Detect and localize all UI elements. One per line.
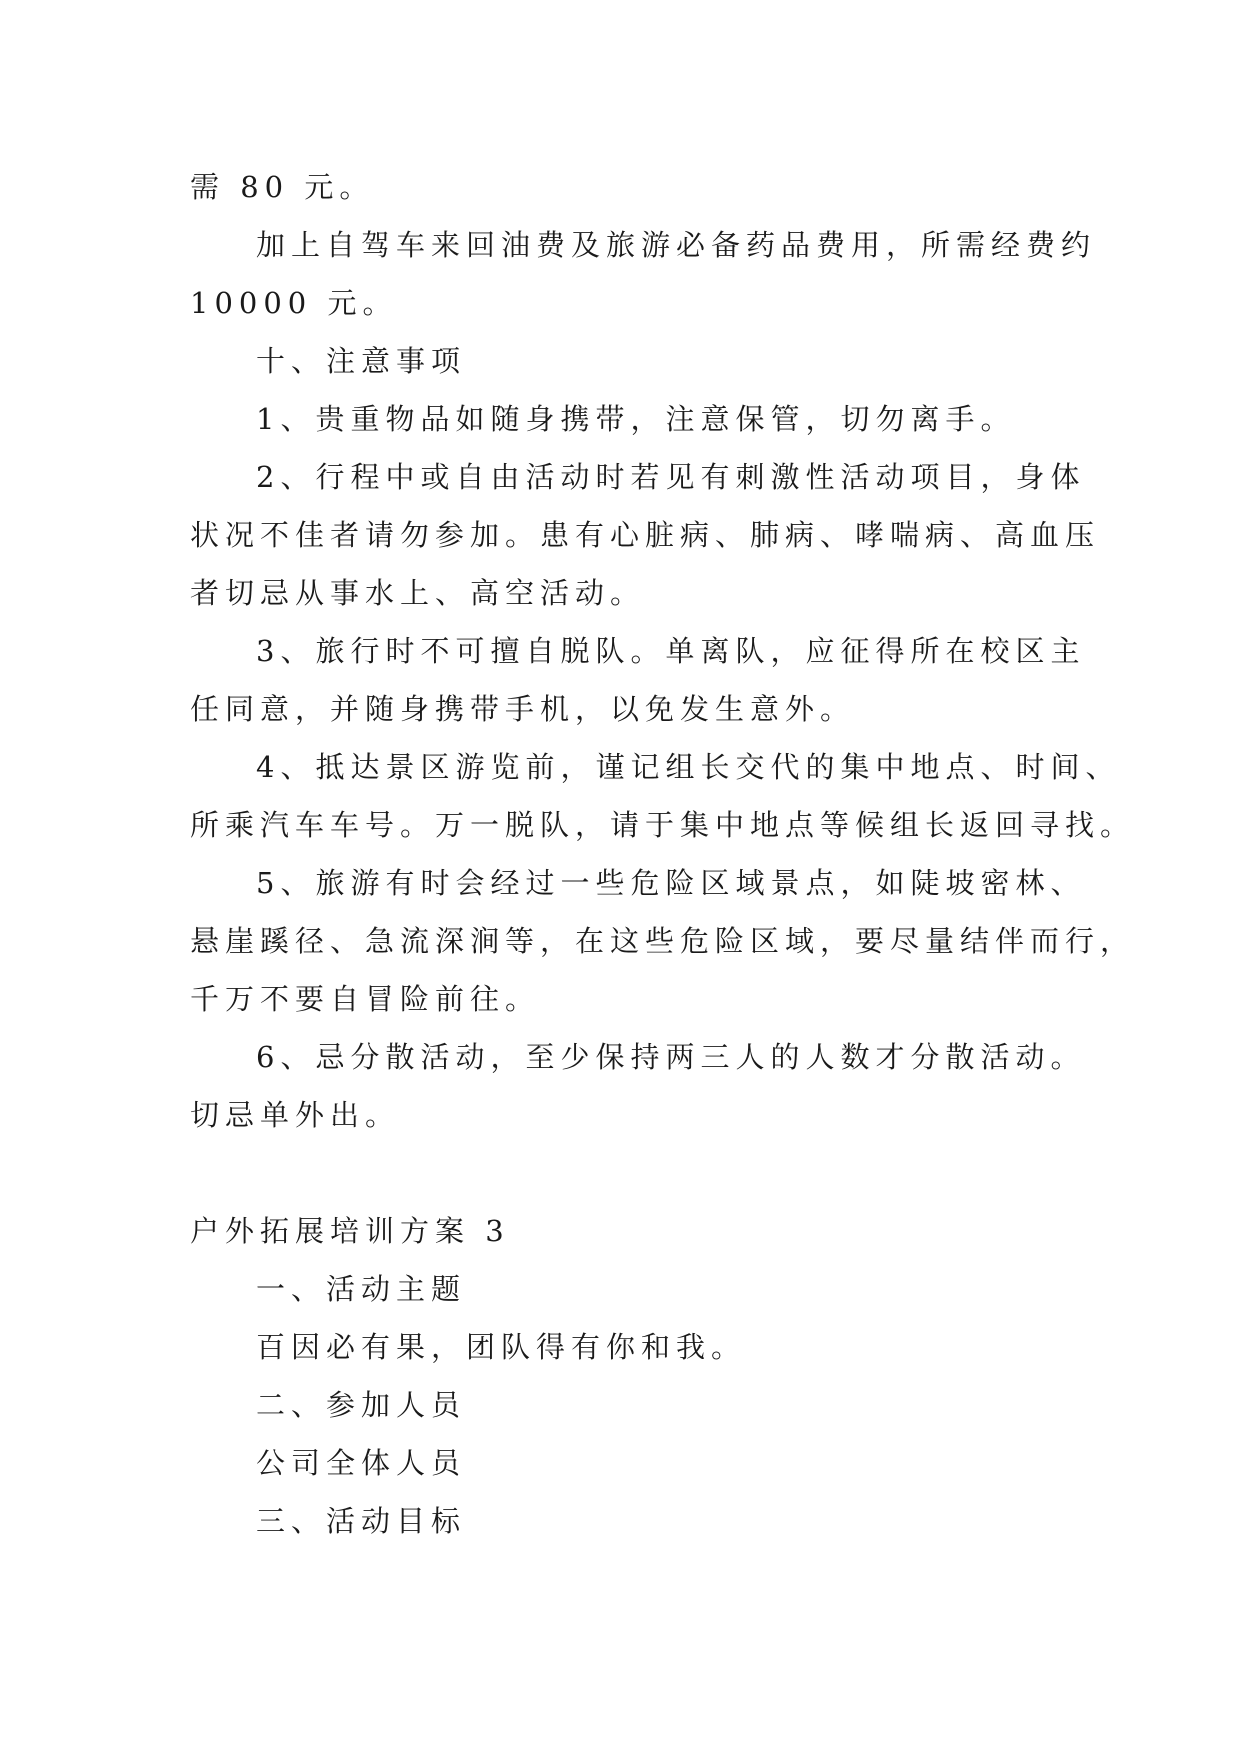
text-line: 千万不要自冒险前往。	[190, 982, 541, 1016]
text-line: 百因必有果，团队得有你和我。	[256, 1330, 747, 1364]
text-line: 加上自驾车来回油费及旅游必备药品费用，所需经费约	[256, 228, 1097, 262]
document-title: 户外拓展培训方案 3	[190, 1214, 510, 1248]
text-line: 任同意，并随身携带手机，以免发生意外。	[190, 692, 856, 726]
text-line: 状况不佳者请勿参加。患有心脏病、肺病、哮喘病、高血压	[190, 518, 1101, 552]
section-heading: 一、活动主题	[256, 1272, 467, 1306]
text-line: 悬崖蹊径、急流深涧等，在这些危险区域，要尽量结伴而行，	[190, 924, 1136, 958]
text-line: 所乘汽车车号。万一脱队，请于集中地点等候组长返回寻找。	[190, 808, 1136, 842]
text-line: 3、旅行时不可擅自脱队。单离队，应征得所在校区主	[256, 634, 1086, 668]
text-line: 5、旅游有时会经过一些危险区域景点，如陡坡密林、	[256, 866, 1086, 900]
section-heading: 十、注意事项	[256, 344, 467, 378]
text-line: 1、贵重物品如随身携带，注意保管，切勿离手。	[256, 402, 1016, 436]
text-line: 6、忌分散活动，至少保持两三人的人数才分散活动。	[256, 1040, 1086, 1074]
section-heading: 三、活动目标	[256, 1504, 467, 1538]
text-line: 2、行程中或自由活动时若见有刺激性活动项目，身体	[256, 460, 1086, 494]
text-line: 10000 元。	[190, 286, 398, 320]
text-line: 公司全体人员	[256, 1446, 467, 1480]
section-heading: 二、参加人员	[256, 1388, 467, 1422]
text-line: 切忌单外出。	[190, 1098, 401, 1132]
text-line: 需 80 元。	[190, 170, 375, 204]
text-line: 者切忌从事水上、高空活动。	[190, 576, 646, 610]
text-line: 4、抵达景区游览前，谨记组长交代的集中地点、时间、	[256, 750, 1121, 784]
